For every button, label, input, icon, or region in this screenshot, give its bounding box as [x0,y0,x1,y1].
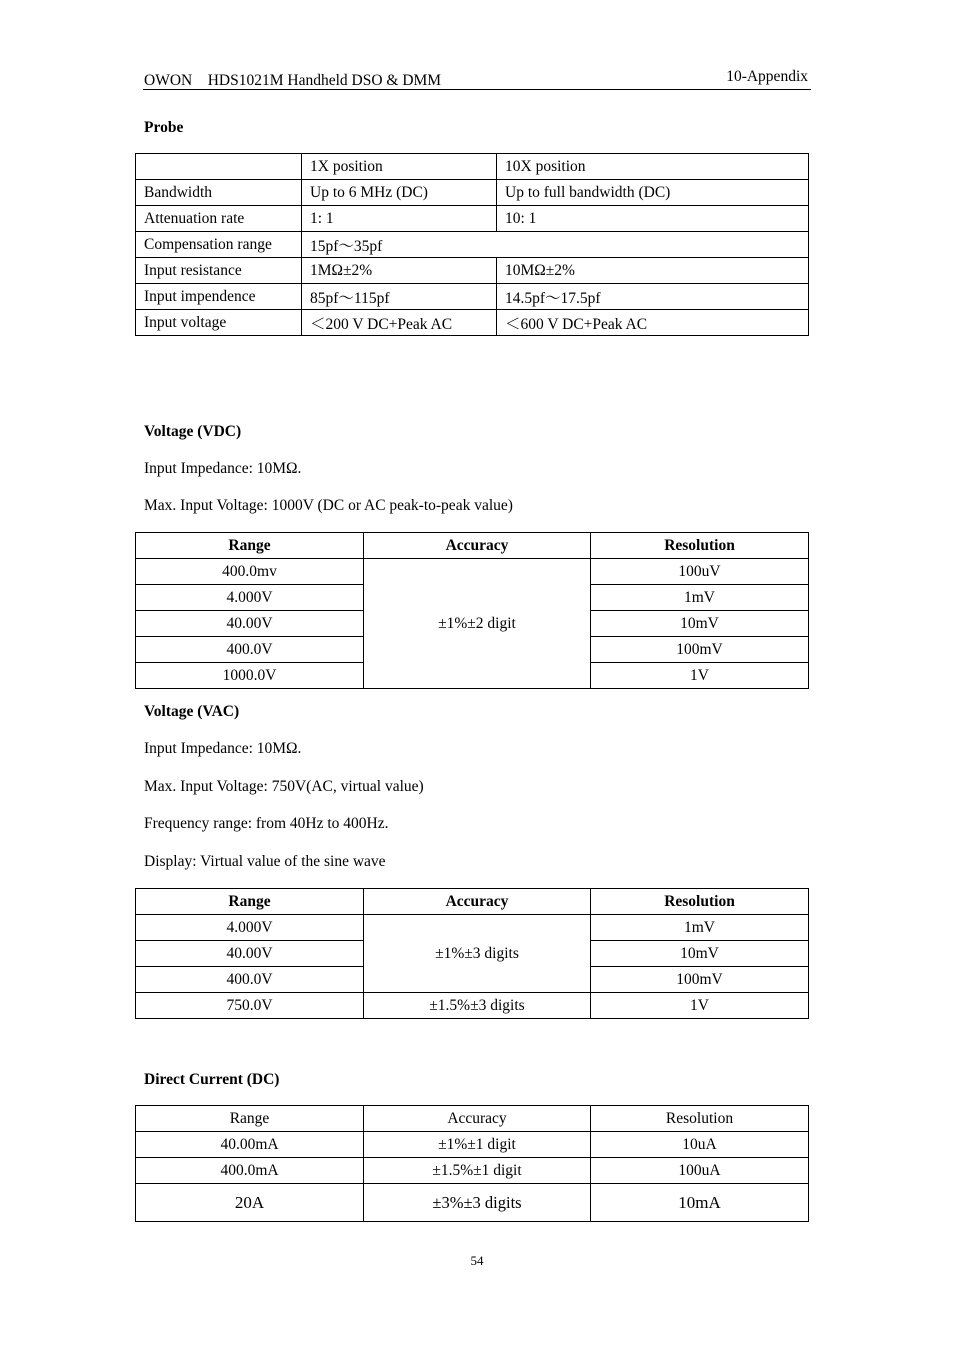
table-cell: 15pf～35pf [302,232,809,258]
table-cell: 40.00mA [136,1132,364,1158]
page-number: 54 [470,1253,484,1268]
table-row [136,889,809,915]
vdc-table [135,532,809,689]
table-cell: 400.0mv [136,559,364,585]
table-row [136,993,809,1019]
header-section: 10-Appendix [726,68,808,85]
table-header-resolution: Resolution [591,1106,809,1132]
table-row [136,1132,809,1158]
table-row [136,180,809,206]
table-cell: ±1%±3 digits [364,915,591,993]
table-cell: Input impendence [136,284,302,310]
table-cell: 14.5pf～17.5pf [497,284,809,310]
table-row [136,154,809,180]
table-header-accuracy: Accuracy [364,889,591,915]
table-cell [136,154,302,180]
table-cell: Input voltage [136,310,302,336]
table-cell: 1000.0V [136,663,364,689]
table-cell: 10uA [591,1132,809,1158]
table-cell: 1mV [591,915,809,941]
vac-display-note: Display: Virtual value of the sine wave [144,853,386,870]
table-cell: 10: 1 [497,206,809,232]
table-cell: 40.00V [136,941,364,967]
vac-frequency-range: Frequency range: from 40Hz to 400Hz. [144,815,389,832]
table-cell: 20A [136,1184,364,1222]
table-cell: ＜600 V DC+Peak AC [497,310,809,336]
page-header [143,66,811,90]
table-cell: Compensation range [136,232,302,258]
table-cell: 100uA [591,1158,809,1184]
vac-table [135,888,809,1019]
table-row [136,284,809,310]
table-row [136,258,809,284]
table-cell: 400.0mA [136,1158,364,1184]
table-header-1x: 1X position [302,154,497,180]
table-cell: ±1.5%±1 digit [364,1158,591,1184]
table-cell: 1V [591,663,809,689]
table-cell: ±3%±3 digits [364,1184,591,1222]
probe-table [135,153,809,336]
vdc-max-input: Max. Input Voltage: 1000V (DC or AC peak-to-peak value) [144,497,513,514]
table-row [136,1158,809,1184]
header-title: OWON HDS1021M Handheld DSO & DMM [144,72,442,89]
table-header-resolution: Resolution [591,533,809,559]
table-row [136,206,809,232]
table-cell: 400.0V [136,967,364,993]
table-row [136,232,809,258]
table-cell: Input resistance [136,258,302,284]
vdc-title: Voltage (VDC) [144,423,242,440]
table-cell: ±1%±1 digit [364,1132,591,1158]
table-row [136,1184,809,1222]
vac-max-input: Max. Input Voltage: 750V(AC, virtual value) [144,778,424,795]
table-cell: Up to full bandwidth (DC) [497,180,809,206]
table-cell: 100uV [591,559,809,585]
vac-title: Voltage (VAC) [144,703,240,720]
table-cell: 1: 1 [302,206,497,232]
table-header-range: Range [136,533,364,559]
vac-input-impedance: Input Impedance: 10MΩ. [144,740,302,757]
table-cell: 10mV [591,941,809,967]
table-cell: 10MΩ±2% [497,258,809,284]
table-header-range: Range [136,1106,364,1132]
table-cell: 10mV [591,611,809,637]
table-cell: 750.0V [136,993,364,1019]
table-cell: 100mV [591,637,809,663]
table-cell: 10mA [591,1184,809,1222]
vdc-input-impedance: Input Impedance: 10MΩ. [144,460,302,477]
table-cell: 100mV [591,967,809,993]
probe-title: Probe [144,119,184,136]
table-header-resolution: Resolution [591,889,809,915]
dc-current-table [135,1105,809,1222]
table-header-accuracy: Accuracy [364,1106,591,1132]
table-header-accuracy: Accuracy [364,533,591,559]
table-cell: ±1.5%±3 digits [364,993,591,1019]
table-header-range: Range [136,889,364,915]
table-cell: 1MΩ±2% [302,258,497,284]
table-row [136,559,809,585]
table-cell: ＜200 V DC+Peak AC [302,310,497,336]
table-cell: 40.00V [136,611,364,637]
table-cell: 1V [591,993,809,1019]
table-row [136,533,809,559]
table-cell: Bandwidth [136,180,302,206]
table-cell: 4.000V [136,915,364,941]
table-cell: 85pf～115pf [302,284,497,310]
table-cell: 400.0V [136,637,364,663]
table-header-10x: 10X position [497,154,809,180]
table-row [136,310,809,336]
table-cell: Up to 6 MHz (DC) [302,180,497,206]
table-row [136,1106,809,1132]
table-cell: 1mV [591,585,809,611]
table-cell: ±1%±2 digit [364,559,591,689]
dc-current-title: Direct Current (DC) [144,1071,280,1088]
table-cell: 4.000V [136,585,364,611]
table-row [136,915,809,941]
table-cell: Attenuation rate [136,206,302,232]
